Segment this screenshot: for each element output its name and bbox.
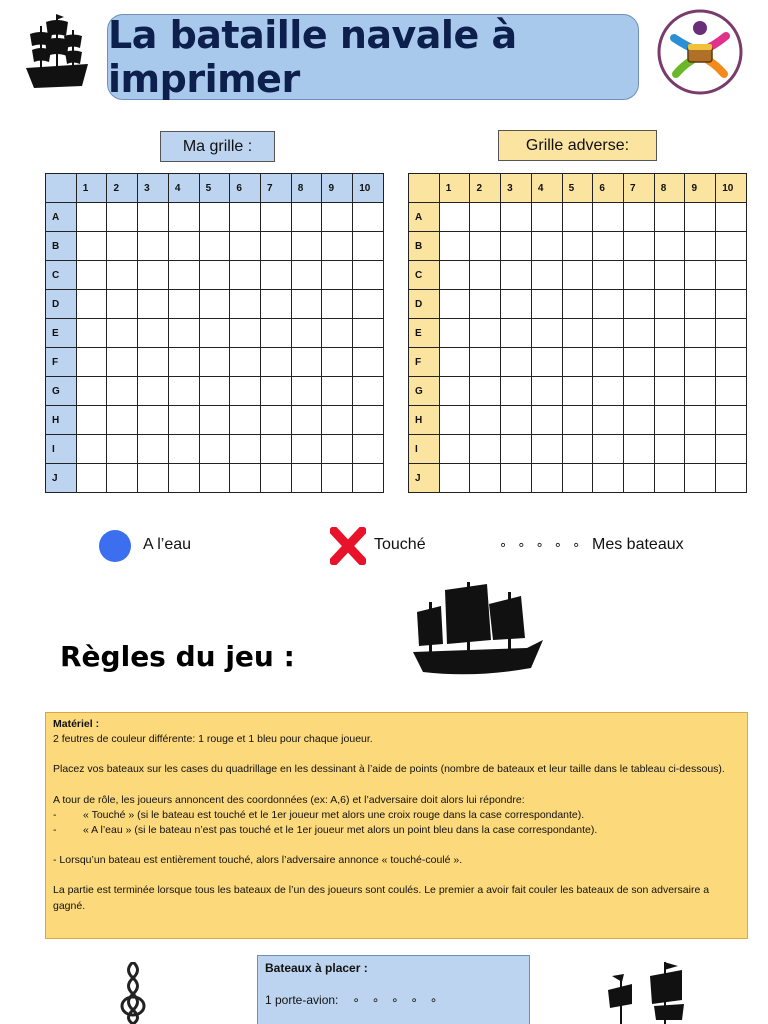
grid-cell[interactable] xyxy=(531,290,562,319)
grid-cell[interactable] xyxy=(322,232,353,261)
grid-cell[interactable] xyxy=(501,435,532,464)
grid-cell[interactable] xyxy=(624,464,655,493)
grid-cell[interactable] xyxy=(353,406,384,435)
column-header: 9 xyxy=(322,174,353,203)
grid-row xyxy=(409,203,747,232)
column-header: 1 xyxy=(439,174,470,203)
grid-cell[interactable] xyxy=(685,319,716,348)
grid-cell[interactable] xyxy=(624,406,655,435)
grid-cell[interactable] xyxy=(230,203,261,232)
column-header: 4 xyxy=(531,174,562,203)
grid-cell[interactable] xyxy=(685,377,716,406)
grid-corner-cell xyxy=(409,174,440,203)
grid-cell[interactable] xyxy=(593,290,624,319)
water-legend-label: A l’eau xyxy=(143,536,192,553)
column-header: 2 xyxy=(470,174,501,203)
grid-cell[interactable] xyxy=(322,261,353,290)
grid-cell[interactable] xyxy=(470,232,501,261)
grid-cell[interactable] xyxy=(168,348,199,377)
grid-cell[interactable] xyxy=(138,464,169,493)
grid-cell[interactable] xyxy=(531,348,562,377)
rules-heading: Règles du jeu : xyxy=(60,640,295,673)
grid-cell[interactable] xyxy=(138,261,169,290)
column-header: 7 xyxy=(261,174,292,203)
grid-cell[interactable] xyxy=(107,203,138,232)
grid-cell[interactable] xyxy=(531,406,562,435)
grid-cell[interactable] xyxy=(291,232,322,261)
column-header: 9 xyxy=(685,174,716,203)
turn-text: A tour de rôle, les joueurs annoncent des coordonnées (ex: A,6) et l’adversaire doit alors lui répondre: xyxy=(53,793,525,806)
row-header: B xyxy=(409,232,440,261)
grid-cell[interactable] xyxy=(107,406,138,435)
bullet-text: « Touché » (si le bateau est touché et le 1er joueur met alors une croix rouge dans la case correspondante). xyxy=(83,808,585,821)
grid-cell[interactable] xyxy=(716,406,747,435)
grid-cell[interactable] xyxy=(322,377,353,406)
grid-cell[interactable] xyxy=(593,232,624,261)
grid-cell[interactable] xyxy=(439,290,470,319)
grid-cell[interactable] xyxy=(562,435,593,464)
grid-cell[interactable] xyxy=(531,464,562,493)
grid-cell[interactable] xyxy=(230,232,261,261)
grid-cell[interactable] xyxy=(291,406,322,435)
grid-cell[interactable] xyxy=(685,261,716,290)
column-header: 5 xyxy=(562,174,593,203)
grid-cell[interactable] xyxy=(470,203,501,232)
enemy-grid xyxy=(408,173,747,493)
grid-cell[interactable] xyxy=(470,319,501,348)
grid-cell[interactable] xyxy=(501,290,532,319)
grid-row xyxy=(46,435,384,464)
grid-row xyxy=(409,377,747,406)
grid-row xyxy=(46,203,384,232)
grid-cell[interactable] xyxy=(716,261,747,290)
blue-dot-icon xyxy=(99,530,131,562)
grid-cell[interactable] xyxy=(531,203,562,232)
grid-cell[interactable] xyxy=(439,464,470,493)
junk-ship-icon xyxy=(405,582,547,682)
rope-knot-icon xyxy=(116,962,150,1024)
grid-row xyxy=(46,261,384,290)
grid-cell[interactable] xyxy=(562,348,593,377)
grid-row xyxy=(409,319,747,348)
my-grid-label: Ma grille : xyxy=(160,131,275,162)
grid-cell[interactable] xyxy=(654,290,685,319)
grid-row xyxy=(46,348,384,377)
grid-cell[interactable] xyxy=(138,377,169,406)
grid-cell[interactable] xyxy=(168,377,199,406)
grid-cell[interactable] xyxy=(593,203,624,232)
row-header: D xyxy=(409,290,440,319)
grid-cell[interactable] xyxy=(76,319,107,348)
grid-cell[interactable] xyxy=(654,464,685,493)
row-header: G xyxy=(46,377,77,406)
grid-cell[interactable] xyxy=(199,377,230,406)
grid-cell[interactable] xyxy=(562,203,593,232)
grid-cell[interactable] xyxy=(76,406,107,435)
row-header: F xyxy=(409,348,440,377)
grid-cell[interactable] xyxy=(291,290,322,319)
grid-cell[interactable] xyxy=(501,319,532,348)
grid-cell[interactable] xyxy=(716,435,747,464)
column-header: 10 xyxy=(353,174,384,203)
row-header: C xyxy=(409,261,440,290)
grid-cell[interactable] xyxy=(439,232,470,261)
grid-cell[interactable] xyxy=(685,406,716,435)
column-header: 6 xyxy=(593,174,624,203)
bullet-text: « A l’eau » (si le bateau n’est pas touché et le 1er joueur met alors un point bleu dans la case correspondante). xyxy=(83,824,598,837)
grid-cell[interactable] xyxy=(439,435,470,464)
grid-cell[interactable] xyxy=(654,377,685,406)
grid-cell[interactable] xyxy=(531,261,562,290)
row-header: D xyxy=(46,290,77,319)
grid-cell[interactable] xyxy=(261,464,292,493)
row-header: E xyxy=(46,319,77,348)
carrier-row xyxy=(265,993,522,1007)
grid-cell[interactable] xyxy=(76,464,107,493)
grid-cell[interactable] xyxy=(199,464,230,493)
row-header: J xyxy=(46,464,77,493)
grid-cell[interactable] xyxy=(353,290,384,319)
column-header: 2 xyxy=(107,174,138,203)
row-header: H xyxy=(46,406,77,435)
grid-cell[interactable] xyxy=(501,377,532,406)
grid-cell[interactable] xyxy=(261,435,292,464)
grid-cell[interactable] xyxy=(624,261,655,290)
grid-cell[interactable] xyxy=(654,435,685,464)
grid-cell[interactable] xyxy=(291,464,322,493)
grid-cell[interactable] xyxy=(199,290,230,319)
grid-cell[interactable] xyxy=(624,319,655,348)
grid-row xyxy=(46,319,384,348)
grid-cell[interactable] xyxy=(76,435,107,464)
grid-cell[interactable] xyxy=(230,435,261,464)
grid-cell[interactable] xyxy=(107,377,138,406)
grid-cell[interactable] xyxy=(261,203,292,232)
grid-cell[interactable] xyxy=(353,232,384,261)
grid-cell[interactable] xyxy=(291,377,322,406)
grid-row xyxy=(46,464,384,493)
grid-cell[interactable] xyxy=(230,464,261,493)
grid-cell[interactable] xyxy=(593,319,624,348)
grid-cell[interactable] xyxy=(593,464,624,493)
grid-cell[interactable] xyxy=(562,261,593,290)
grid-cell[interactable] xyxy=(261,348,292,377)
grid-row xyxy=(409,348,747,377)
carrier-label: 1 porte-avion: xyxy=(265,993,339,1007)
grid-cell[interactable] xyxy=(439,348,470,377)
grid-cell[interactable] xyxy=(470,290,501,319)
grid-cell[interactable] xyxy=(199,435,230,464)
row-header: C xyxy=(46,261,77,290)
grid-cell[interactable] xyxy=(562,290,593,319)
bullet-dash: - xyxy=(53,824,57,837)
grid-cell[interactable] xyxy=(261,319,292,348)
column-header: 8 xyxy=(654,174,685,203)
column-header: 1 xyxy=(76,174,107,203)
pirate-ship-icon xyxy=(20,12,94,94)
grid-cell[interactable] xyxy=(199,348,230,377)
grid-cell[interactable] xyxy=(593,406,624,435)
grid-row xyxy=(409,464,747,493)
grid-cell[interactable] xyxy=(107,319,138,348)
grid-cell[interactable] xyxy=(353,348,384,377)
grid-cell[interactable] xyxy=(624,435,655,464)
grid-cell[interactable] xyxy=(470,377,501,406)
grid-cell[interactable] xyxy=(168,435,199,464)
grid-corner-cell xyxy=(46,174,77,203)
grid-cell[interactable] xyxy=(168,406,199,435)
grid-cell[interactable] xyxy=(685,203,716,232)
grid-cell[interactable] xyxy=(168,203,199,232)
grid-cell[interactable] xyxy=(716,377,747,406)
grid-cell[interactable] xyxy=(562,377,593,406)
grid-cell[interactable] xyxy=(624,377,655,406)
grid-cell[interactable] xyxy=(654,406,685,435)
grid-cell[interactable] xyxy=(107,435,138,464)
grid-cell[interactable] xyxy=(685,348,716,377)
grid-cell[interactable] xyxy=(230,406,261,435)
rule-bullet xyxy=(53,808,740,823)
grid-cell[interactable] xyxy=(562,319,593,348)
column-header: 3 xyxy=(501,174,532,203)
grid-cell[interactable] xyxy=(107,464,138,493)
grid-cell[interactable] xyxy=(261,232,292,261)
grid-cell[interactable] xyxy=(654,232,685,261)
grid-cell[interactable] xyxy=(138,435,169,464)
grid-cell[interactable] xyxy=(685,435,716,464)
grid-cell[interactable] xyxy=(322,319,353,348)
placement-text: Placez vos bateaux sur les cases du quadrillage en les dessinant à l’aide de points (nombre de bateaux et leur taille dans le tableau ci-dessous). xyxy=(53,763,725,776)
grid-cell[interactable] xyxy=(230,290,261,319)
row-header: H xyxy=(409,406,440,435)
row-header: I xyxy=(409,435,440,464)
grid-cell[interactable] xyxy=(353,435,384,464)
sailing-ships-icon xyxy=(598,960,698,1024)
grid-cell[interactable] xyxy=(76,232,107,261)
grid-cell[interactable] xyxy=(716,290,747,319)
row-header: F xyxy=(46,348,77,377)
rule-bullet xyxy=(53,823,740,838)
grid-cell[interactable] xyxy=(685,464,716,493)
grid-cell[interactable] xyxy=(199,319,230,348)
my-grid xyxy=(45,173,384,493)
grid-cell[interactable] xyxy=(168,290,199,319)
row-header: E xyxy=(409,319,440,348)
column-header: 10 xyxy=(716,174,747,203)
grid-cell[interactable] xyxy=(138,232,169,261)
grid-cell[interactable] xyxy=(199,261,230,290)
grid-cell[interactable] xyxy=(531,435,562,464)
grid-cell[interactable] xyxy=(230,348,261,377)
grid-cell[interactable] xyxy=(501,348,532,377)
grid-row xyxy=(409,232,747,261)
grid-cell[interactable] xyxy=(685,232,716,261)
grid-cell[interactable] xyxy=(501,464,532,493)
grid-cell[interactable] xyxy=(261,261,292,290)
title-banner xyxy=(107,14,639,100)
grid-cell[interactable] xyxy=(76,203,107,232)
row-header: A xyxy=(46,203,77,232)
boat-dots-icon: ∘ ∘ ∘ ∘ ∘ xyxy=(499,538,584,553)
grid-cell[interactable] xyxy=(353,261,384,290)
grid-row xyxy=(46,290,384,319)
grid-cell[interactable] xyxy=(624,348,655,377)
grid-cell[interactable] xyxy=(624,203,655,232)
grid-cell[interactable] xyxy=(291,348,322,377)
column-header: 6 xyxy=(230,174,261,203)
grid-cell[interactable] xyxy=(76,290,107,319)
grid-cell[interactable] xyxy=(470,261,501,290)
grid-cell[interactable] xyxy=(138,348,169,377)
grid-cell[interactable] xyxy=(685,290,716,319)
grid-cell[interactable] xyxy=(291,203,322,232)
logo-icon xyxy=(656,8,744,96)
grid-cell[interactable] xyxy=(593,435,624,464)
grid-cell[interactable] xyxy=(107,261,138,290)
row-header: G xyxy=(409,377,440,406)
grid-cell[interactable] xyxy=(168,464,199,493)
grid-cell[interactable] xyxy=(716,464,747,493)
rules-box xyxy=(45,712,748,939)
grid-cell[interactable] xyxy=(624,232,655,261)
grid-cell[interactable] xyxy=(322,406,353,435)
grid-cell[interactable] xyxy=(501,261,532,290)
grid-cell[interactable] xyxy=(716,203,747,232)
grid-cell[interactable] xyxy=(261,377,292,406)
grid-cell[interactable] xyxy=(138,203,169,232)
grid-row xyxy=(409,261,747,290)
grid-cell[interactable] xyxy=(501,232,532,261)
grid-cell[interactable] xyxy=(531,377,562,406)
grid-cell[interactable] xyxy=(138,290,169,319)
hit-legend-label: Touché xyxy=(374,536,426,553)
column-header: 5 xyxy=(199,174,230,203)
grid-cell[interactable] xyxy=(439,261,470,290)
grid-cell[interactable] xyxy=(562,232,593,261)
grid-cell[interactable] xyxy=(562,464,593,493)
boats-legend-label: Mes bateaux xyxy=(592,536,684,553)
grid-cell[interactable] xyxy=(470,406,501,435)
grid-cell[interactable] xyxy=(654,261,685,290)
grid-cell[interactable] xyxy=(531,319,562,348)
enemy-grid-label: Grille adverse: xyxy=(498,130,657,161)
grid-cell[interactable] xyxy=(654,348,685,377)
grid-cell[interactable] xyxy=(716,232,747,261)
grid-cell[interactable] xyxy=(107,348,138,377)
grid-cell[interactable] xyxy=(199,406,230,435)
grid-cell[interactable] xyxy=(654,319,685,348)
grid-cell[interactable] xyxy=(168,319,199,348)
material-text: 2 feutres de couleur différente: 1 rouge et 1 bleu pour chaque joueur. xyxy=(53,733,373,746)
grid-cell[interactable] xyxy=(230,319,261,348)
red-cross-icon xyxy=(330,527,366,565)
column-header: 7 xyxy=(624,174,655,203)
grid-cell[interactable] xyxy=(291,435,322,464)
grid-cell[interactable] xyxy=(624,290,655,319)
end-text: La partie est terminée lorsque tous les bateaux de l’un des joueurs sont coulés. Le premier a avoir fait couler les bateaux de son adversaire a gagné. xyxy=(53,884,710,912)
grid-cell[interactable] xyxy=(261,406,292,435)
grid-row xyxy=(46,406,384,435)
grid-cell[interactable] xyxy=(199,203,230,232)
grid-cell[interactable] xyxy=(291,261,322,290)
grid-cell[interactable] xyxy=(439,203,470,232)
page-title: La bataille navale à imprimer xyxy=(108,13,517,101)
grid-row xyxy=(46,377,384,406)
grid-cell[interactable] xyxy=(593,348,624,377)
grid-cell[interactable] xyxy=(261,290,292,319)
grid-cell[interactable] xyxy=(76,261,107,290)
sunk-text: - Lorsqu’un bateau est entièrement touché, alors l’adversaire annonce « touché-coulé ». xyxy=(53,854,463,867)
grid-cell[interactable] xyxy=(353,319,384,348)
grid-cell[interactable] xyxy=(322,203,353,232)
column-header: 4 xyxy=(168,174,199,203)
column-header: 8 xyxy=(291,174,322,203)
grid-cell[interactable] xyxy=(230,261,261,290)
grid-row xyxy=(409,435,747,464)
row-header: A xyxy=(409,203,440,232)
grid-cell[interactable] xyxy=(716,319,747,348)
grid-cell[interactable] xyxy=(168,232,199,261)
grid-cell[interactable] xyxy=(322,464,353,493)
grid-cell[interactable] xyxy=(138,406,169,435)
grid-cell[interactable] xyxy=(107,290,138,319)
grid-cell[interactable] xyxy=(168,261,199,290)
grid-cell[interactable] xyxy=(470,348,501,377)
grid-cell[interactable] xyxy=(501,203,532,232)
grid-cell[interactable] xyxy=(531,232,562,261)
boats-to-place-title: Bateaux à placer : xyxy=(265,961,368,975)
grid-cell[interactable] xyxy=(322,435,353,464)
column-header: 3 xyxy=(138,174,169,203)
grid-cell[interactable] xyxy=(470,464,501,493)
grid-cell[interactable] xyxy=(353,203,384,232)
grid-cell[interactable] xyxy=(470,435,501,464)
grid-cell[interactable] xyxy=(322,290,353,319)
grid-cell[interactable] xyxy=(439,406,470,435)
grid-cell[interactable] xyxy=(716,348,747,377)
grid-cell[interactable] xyxy=(353,464,384,493)
grid-cell[interactable] xyxy=(76,377,107,406)
grid-cell[interactable] xyxy=(230,377,261,406)
grid-cell[interactable] xyxy=(439,377,470,406)
material-title: Matériel : xyxy=(53,718,100,730)
row-header: I xyxy=(46,435,77,464)
carrier-dots-icon: ∘ ∘ ∘ ∘ ∘ xyxy=(352,993,442,1007)
bullet-dash: - xyxy=(53,808,57,821)
grid-cell[interactable] xyxy=(291,319,322,348)
row-header: B xyxy=(46,232,77,261)
grid-cell[interactable] xyxy=(439,319,470,348)
grid-cell[interactable] xyxy=(107,232,138,261)
grid-cell[interactable] xyxy=(76,348,107,377)
grid-cell[interactable] xyxy=(593,377,624,406)
grid-row xyxy=(409,406,747,435)
grid-cell[interactable] xyxy=(322,348,353,377)
grid-row xyxy=(409,290,747,319)
grid-row xyxy=(46,232,384,261)
grid-cell[interactable] xyxy=(353,377,384,406)
grid-cell[interactable] xyxy=(562,406,593,435)
grid-cell[interactable] xyxy=(501,406,532,435)
grid-cell[interactable] xyxy=(138,319,169,348)
boats-to-place-box xyxy=(257,955,530,1024)
grid-cell[interactable] xyxy=(593,261,624,290)
row-header: J xyxy=(409,464,440,493)
grid-cell[interactable] xyxy=(199,232,230,261)
grid-cell[interactable] xyxy=(654,203,685,232)
